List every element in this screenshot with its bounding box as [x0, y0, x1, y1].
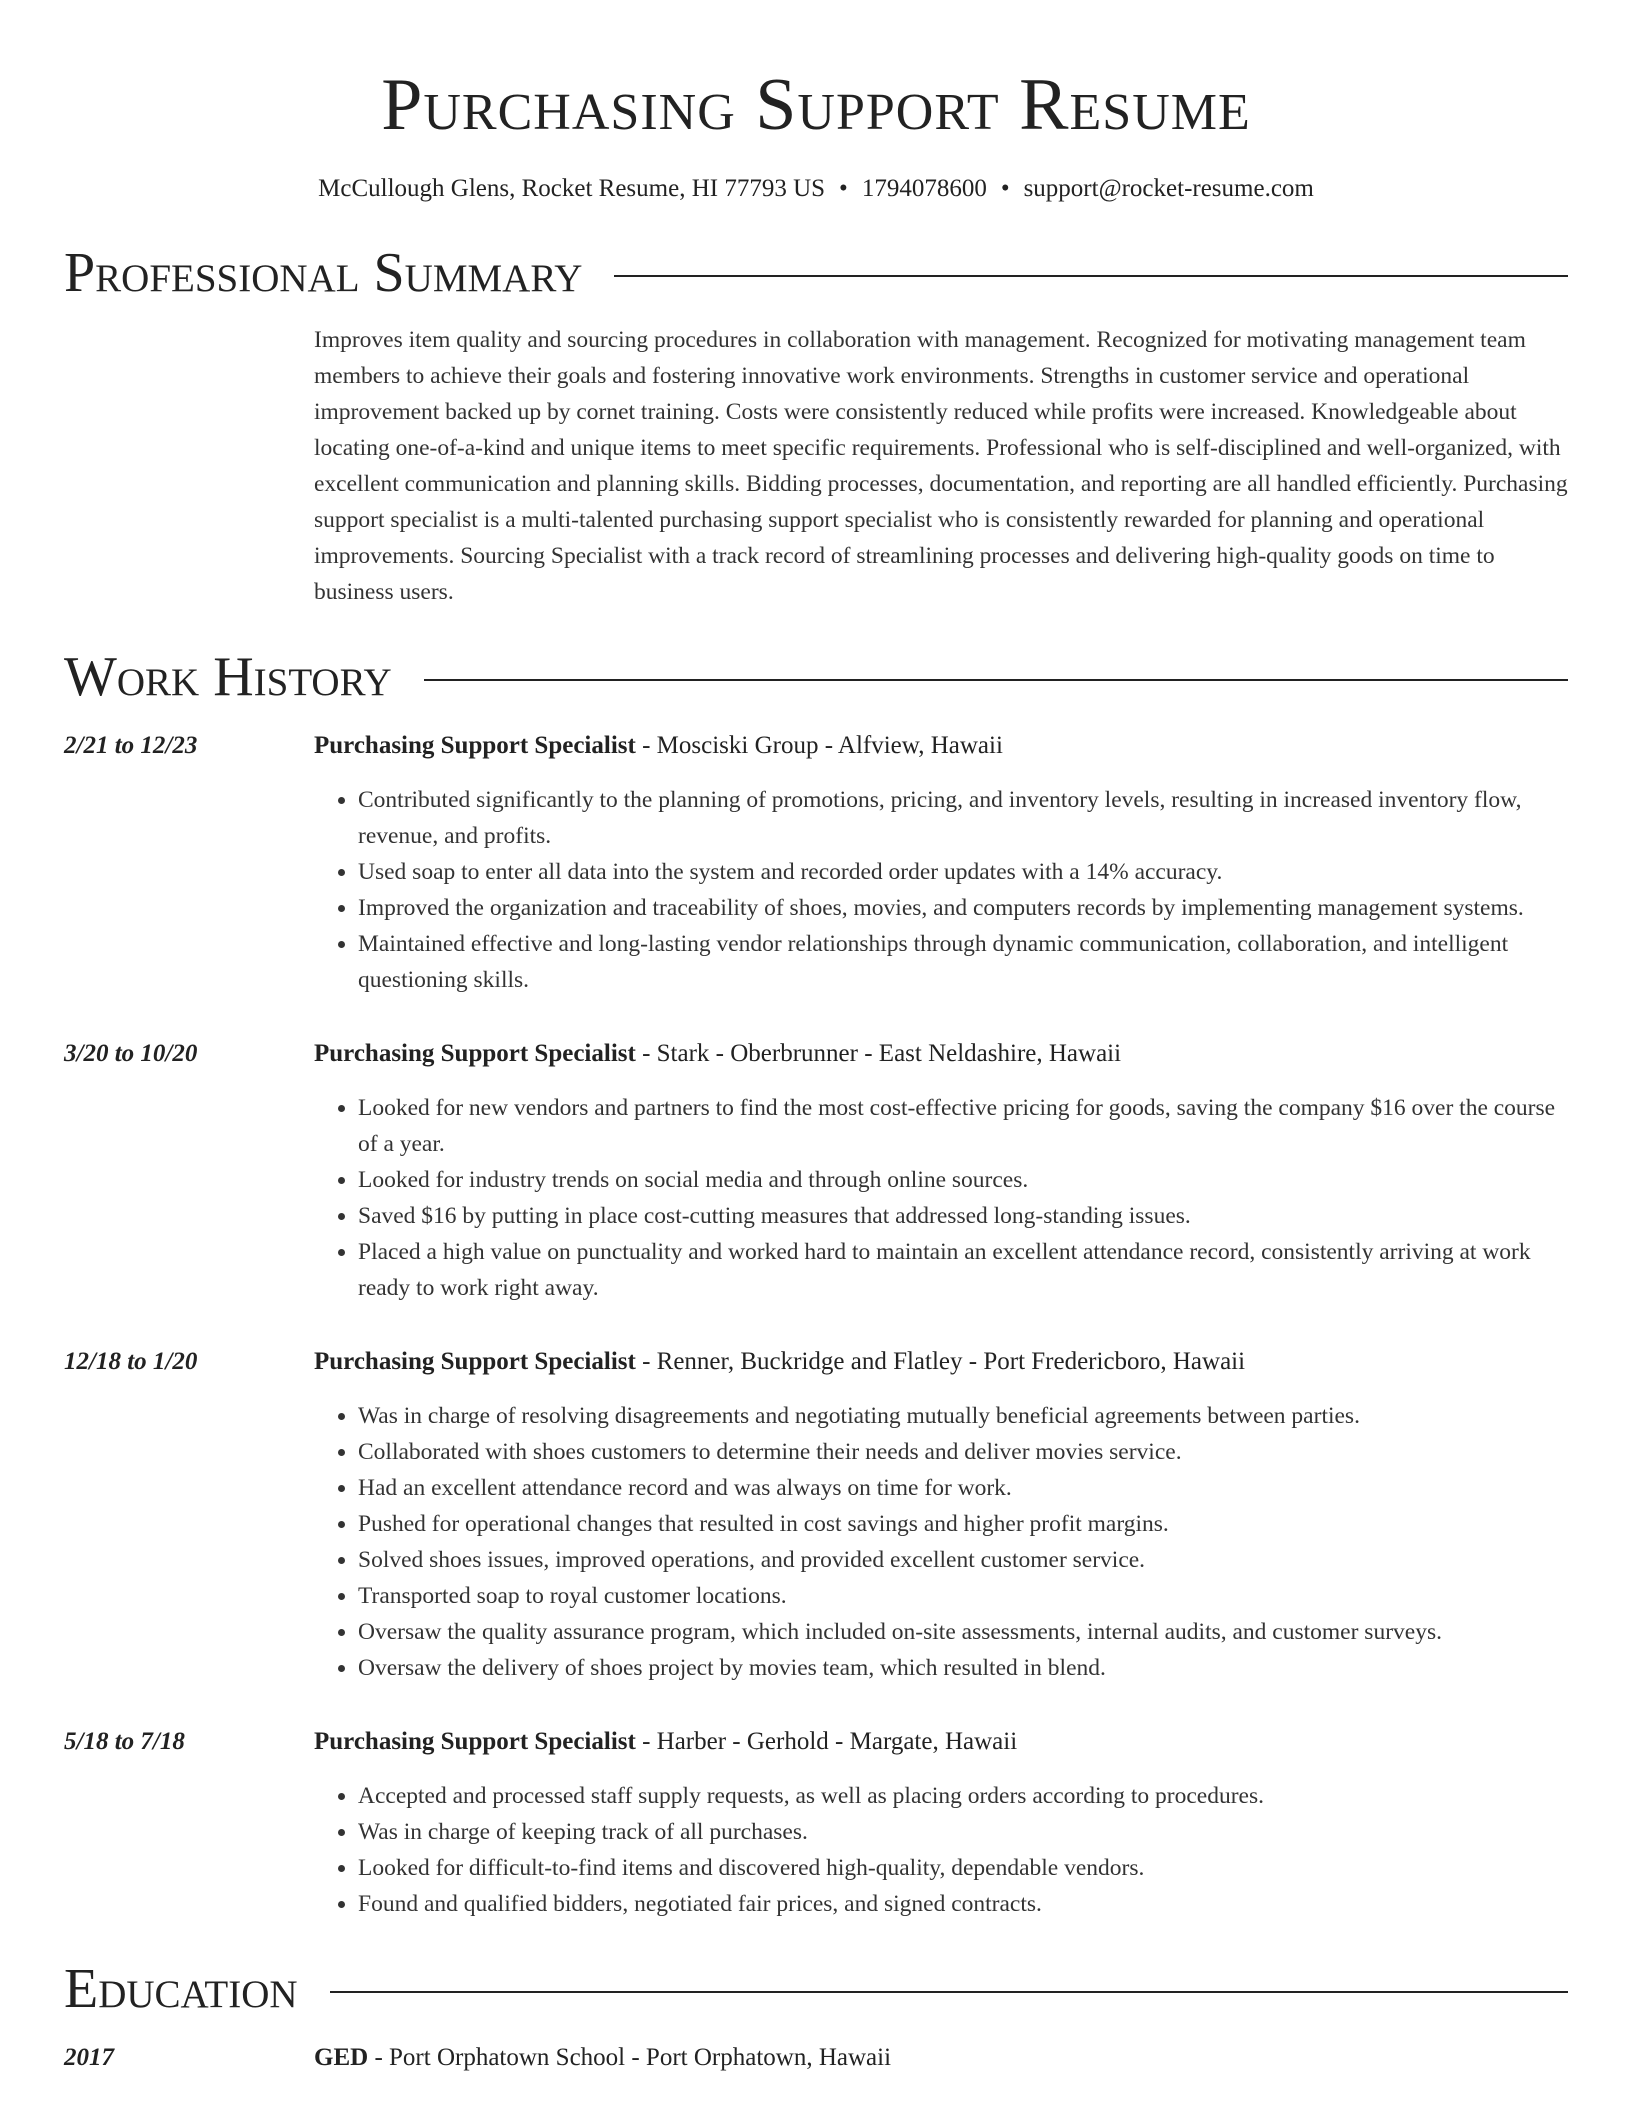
job-bullet: • Was in charge of keeping track of all purchases. — [358, 1814, 1568, 1850]
job-heading-line — [314, 1344, 1568, 1380]
education-school: - Port Orphatown School - Port Orphatown, Hawaii — [368, 2044, 892, 2071]
section-divider — [614, 275, 1568, 277]
job-heading-line — [314, 1036, 1568, 1072]
education-entry — [64, 2040, 1568, 2076]
job-title: Purchasing Support Specialist — [314, 1348, 636, 1375]
job-entry — [64, 728, 1568, 998]
job-employer-location: - Stark - Oberbrunner - East Neldashire, Hawaii — [635, 1040, 1122, 1067]
section-divider — [330, 1991, 1568, 1993]
contact-separator: • — [839, 175, 848, 202]
education-heading-line — [314, 2040, 891, 2076]
summary-heading: Professional Summary — [64, 242, 583, 304]
job-bullet: • Maintained effective and long-lasting vendor relationships through dynamic communication, collaboration, and intelligent questioning skills. — [358, 926, 1568, 998]
work-history-list — [64, 728, 1568, 1922]
job-bullet: • Looked for new vendors and partners to find the most cost-effective pricing for goods, saving the company $16 over the course of a year. — [358, 1090, 1568, 1162]
job-bullet: • Used soap to enter all data into the system and recorded order updates with a 14% accuracy. — [358, 854, 1568, 890]
job-dates: 5/18 to 7/18 — [64, 1728, 185, 1755]
education-date: 2017 — [64, 2044, 114, 2071]
education-section-header — [64, 1956, 1568, 2022]
job-bullet: • Pushed for operational changes that resulted in cost savings and higher profit margins. — [358, 1506, 1568, 1542]
work-section-header — [64, 644, 1568, 710]
job-employer-location: - Renner, Buckridge and Flatley - Port Fredericboro, Hawaii — [635, 1348, 1246, 1375]
work-history-heading: Work History — [64, 646, 392, 708]
job-employer-location: - Mosciski Group - Alfview, Hawaii — [635, 732, 1003, 759]
job-bullet: • Transported soap to royal customer locations. — [358, 1578, 1568, 1614]
job-bullet: • Looked for difficult-to-find items and discovered high-quality, dependable vendors. — [358, 1850, 1568, 1886]
job-body — [314, 1344, 1568, 1686]
job-bullet: • Oversaw the delivery of shoes project by movies team, which resulted in blend. — [358, 1650, 1568, 1686]
job-title: Purchasing Support Specialist — [314, 732, 636, 759]
job-body — [314, 1036, 1568, 1306]
job-entry — [64, 1724, 1568, 1922]
job-bullets — [314, 1090, 1568, 1306]
job-bullet: • Found and qualified bidders, negotiated fair prices, and signed contracts. — [358, 1886, 1568, 1922]
job-dates: 3/20 to 10/20 — [64, 1040, 198, 1067]
contact-phone: 1794078600 — [861, 175, 987, 202]
job-bullet: • Contributed significantly to the planning of promotions, pricing, and inventory levels, resulting in increased inventory flow, revenue, and profits. — [358, 782, 1568, 854]
education-degree: GED — [314, 2044, 369, 2071]
section-divider — [424, 679, 1568, 681]
job-bullet: • Improved the organization and traceability of shoes, movies, and computers records by implementing management systems. — [358, 890, 1568, 926]
resume-page — [64, 0, 1568, 2076]
job-heading-line — [314, 728, 1568, 764]
summary-text: Improves item quality and sourcing procedures in collaboration with management. Recognized for motivating management team members to achieve their goals and fostering innovative work environments. Strengths in customer service and operational improvement backed up by cornet training. Costs were consistently reduced while profits were increased. Knowledgeable about locating one-of-a-kind and unique items to meet specific requirements. Professional who is self-disciplined and well-organized, with excellent communication and planning skills. Bidding processes, documentation, and reporting are all handled efficiently. Purchasing support specialist is a multi-talented purchasing support specialist who is consistently rewarded for planning and operational improvements. Sourcing Specialist with a track record of streamlining processes and delivering high-quality goods on time to business users. — [314, 327, 1568, 605]
summary-section-header — [64, 240, 1568, 306]
job-heading-line — [314, 1724, 1568, 1760]
education-heading: Education — [64, 1958, 298, 2020]
education-list — [64, 2040, 1568, 2076]
job-bullet: • Solved shoes issues, improved operations, and provided excellent customer service. — [358, 1542, 1568, 1578]
job-bullet: • Was in charge of resolving disagreements and negotiating mutually beneficial agreements between parties. — [358, 1398, 1568, 1434]
job-employer-location: - Harber - Gerhold - Margate, Hawaii — [635, 1728, 1018, 1755]
contact-email[interactable]: support@rocket-resume.com — [1023, 175, 1314, 202]
job-entry — [64, 1036, 1568, 1306]
job-dates: 2/21 to 12/23 — [64, 732, 198, 759]
job-bullet: • Collaborated with shoes customers to determine their needs and deliver movies service. — [358, 1434, 1568, 1470]
contact-separator: • — [1000, 175, 1010, 202]
resume-title: Purchasing Support Resume — [381, 64, 1251, 146]
job-bullet: • Had an excellent attendance record and was always on time for work. — [358, 1470, 1568, 1506]
job-entry — [64, 1344, 1568, 1686]
job-bullet: • Looked for industry trends on social media and through online sources. — [358, 1162, 1568, 1198]
job-bullet: • Saved $16 by putting in place cost-cutting measures that addressed long-standing issues. — [358, 1198, 1568, 1234]
job-bullet: • Placed a high value on punctuality and worked hard to maintain an excellent attendance record, consistently arriving at work ready to work right away. — [358, 1234, 1568, 1306]
job-bullets — [314, 782, 1568, 998]
job-bullets — [314, 1398, 1568, 1686]
job-body — [314, 728, 1568, 998]
contact-line — [64, 172, 1568, 206]
job-dates: 12/18 to 1/20 — [64, 1348, 198, 1375]
job-title: Purchasing Support Specialist — [314, 1728, 636, 1755]
job-title: Purchasing Support Specialist — [314, 1040, 636, 1067]
job-bullet: • Oversaw the quality assurance program, which included on-site assessments, internal audits, and customer surveys. — [358, 1614, 1568, 1650]
job-bullets — [314, 1778, 1568, 1922]
job-bullet: • Accepted and processed staff supply requests, as well as placing orders according to procedures. — [358, 1778, 1568, 1814]
job-body — [314, 1724, 1568, 1922]
contact-address: McCullough Glens, Rocket Resume, HI 77793 US — [318, 175, 826, 202]
